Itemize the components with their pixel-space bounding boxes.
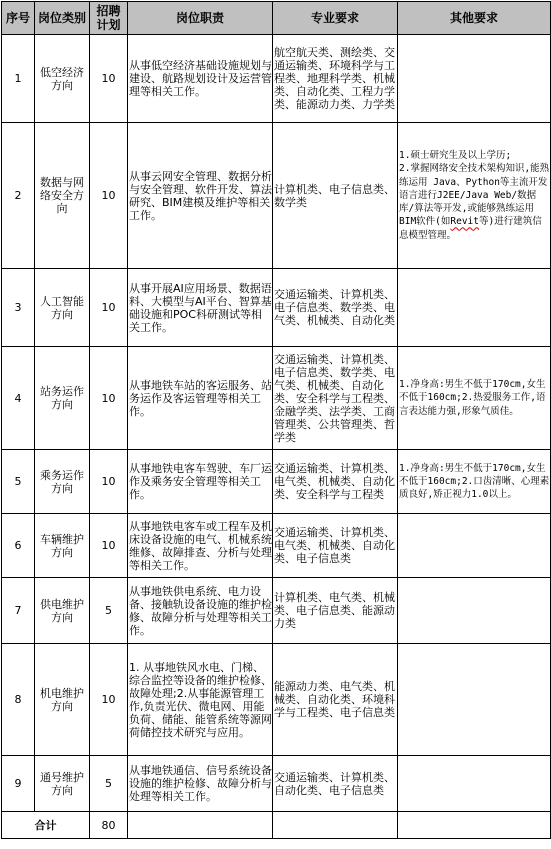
row-other bbox=[398, 578, 551, 644]
total-empty-other bbox=[398, 812, 551, 839]
row-major: 能源动力类、电气类、机械类、自动化类、环境科学与工程类、电子信息类 bbox=[273, 644, 398, 756]
row-major: 航空航天类、测绘类、交通运输类、环境科学与工程类、地理科学类、机械类、自动化类、工程力学类、能源动力类、力学类 bbox=[273, 35, 398, 123]
row-count: 10 bbox=[90, 450, 128, 514]
row-major: 交通运输类、计算机类、电子信息类、数学类、电气类、机械类、自动化类、安全科学与工程类、金融学类、法学类、工商管理类、公共管理类、哲学类 bbox=[273, 347, 398, 450]
row-category: 乘务运作方向 bbox=[35, 450, 90, 514]
other-line-1: 1.硕士研究生及以上学历; bbox=[399, 150, 512, 162]
table-row bbox=[2, 514, 551, 578]
total-empty-duty bbox=[128, 812, 273, 839]
row-major: 计算机类、电气类、机械类、电子信息类、能源动力类 bbox=[273, 578, 398, 644]
table-row bbox=[2, 450, 551, 514]
row-major: 交通运输类、计算机类、电气类、机械类、自动化类、电子信息类 bbox=[273, 514, 398, 578]
header-duty: 岗位职责 bbox=[128, 2, 273, 35]
total-empty-major bbox=[273, 812, 398, 839]
recruitment-table bbox=[1, 1, 551, 839]
row-duty: 从事地铁车站的客运服务、站务运作及客运管理等相关工作。 bbox=[128, 347, 273, 450]
header-recruit: 招聘计划 bbox=[90, 2, 128, 35]
row-category: 站务运作方向 bbox=[35, 347, 90, 450]
table-row bbox=[2, 578, 551, 644]
table-row bbox=[2, 644, 551, 756]
row-duty: 从事云网安全管理、数据分析与安全管理、软件开发、算法研究、BIM建模及维护等相关工作。 bbox=[128, 123, 273, 269]
table-row bbox=[2, 269, 551, 347]
row-count: 10 bbox=[90, 123, 128, 269]
row-count: 10 bbox=[90, 514, 128, 578]
other-line-2: 2.掌握网络安全技术架构知识,能熟练运用 Java、Python等主流开发语言进行J2EE/Java Web/数据库/算法等开发,或能够熟练运用BIM软件(如 bbox=[399, 163, 550, 228]
table-row bbox=[2, 35, 551, 123]
row-category: 通号维护方向 bbox=[35, 756, 90, 812]
row-other bbox=[398, 35, 551, 123]
row-seq: 1 bbox=[2, 35, 35, 123]
row-seq: 7 bbox=[2, 578, 35, 644]
row-other bbox=[398, 644, 551, 756]
row-seq: 4 bbox=[2, 347, 35, 450]
table-row bbox=[2, 347, 551, 450]
row-count: 10 bbox=[90, 269, 128, 347]
row-category: 低空经济方向 bbox=[35, 35, 90, 123]
row-count: 10 bbox=[90, 644, 128, 756]
row-category: 供电维护方向 bbox=[35, 578, 90, 644]
revit-term: Revit bbox=[450, 216, 479, 228]
row-count: 5 bbox=[90, 578, 128, 644]
header-row bbox=[2, 2, 551, 35]
row-duty: 从事地铁电客车或工程车及机床设备设施的电气、机械系统维修、故障排查、分析与处理等相关工作。 bbox=[128, 514, 273, 578]
header-major: 专业要求 bbox=[273, 2, 398, 35]
row-major: 交通运输类、计算机类、电子信息类、数学类、电气类、机械类、自动化类 bbox=[273, 269, 398, 347]
table-row bbox=[2, 123, 551, 269]
header-seq: 序号 bbox=[2, 2, 35, 35]
row-category: 车辆维护方向 bbox=[35, 514, 90, 578]
row-count: 5 bbox=[90, 756, 128, 812]
row-other: 1.净身高:男生不低于170cm,女生不低于160cm;2.口齿清晰、心理素质良好,矫正视力1.0以上。 bbox=[398, 450, 551, 514]
row-seq: 9 bbox=[2, 756, 35, 812]
row-major: 交通运输类、计算机类、自动化类、电子信息类 bbox=[273, 756, 398, 812]
row-duty: 从事地铁通信、信号系统设备设施的维护检修、故障分析与处理等相关工作。 bbox=[128, 756, 273, 812]
row-duty: 从事开展AI应用场景、数据语料、大模型与AI平台、智算基础设施和POC科研测试等相关工作。 bbox=[128, 269, 273, 347]
total-label: 合计 bbox=[2, 812, 90, 839]
header-other: 其他要求 bbox=[398, 2, 551, 35]
row-seq: 5 bbox=[2, 450, 35, 514]
row-other: 1.净身高:男生不低于170cm,女生不低于160cm;2.热爱服务工作,语言表达能力强,形象气质佳。 bbox=[398, 347, 551, 450]
row-other bbox=[398, 756, 551, 812]
row-duty: 从事低空经济基础设施规划与建设、航路规划设计及运营管理等相关工作。 bbox=[128, 35, 273, 123]
row-count: 10 bbox=[90, 347, 128, 450]
row-duty: 从事地铁电客车驾驶、车厂运作及乘务安全管理等相关工作。 bbox=[128, 450, 273, 514]
header-category: 岗位类别 bbox=[35, 2, 90, 35]
row-category: 机电维护方向 bbox=[35, 644, 90, 756]
row-seq: 3 bbox=[2, 269, 35, 347]
row-category: 人工智能方向 bbox=[35, 269, 90, 347]
row-major: 计算机类、电子信息类、数学类 bbox=[273, 123, 398, 269]
row-other bbox=[398, 514, 551, 578]
row-major: 交通运输类、计算机类、电气类、机械类、自动化类、安全科学与工程类 bbox=[273, 450, 398, 514]
row-seq: 8 bbox=[2, 644, 35, 756]
total-count: 80 bbox=[90, 812, 128, 839]
row-duty: 1. 从事地铁风水电、门梯、综合监控等设备的维护检修、故障处理;2.从事能源管理工作,负责光伏、微电网、用能负荷、储能、能管系统等源网荷储控技术研究与应用。 bbox=[128, 644, 273, 756]
row-duty: 从事地铁供电系统、电力设备、接触轨设备设施的维护检修、故障分析与处理等相关工作。 bbox=[128, 578, 273, 644]
row-count: 10 bbox=[90, 35, 128, 123]
table-row bbox=[2, 756, 551, 812]
row-category: 数据与网络安全方向 bbox=[35, 123, 90, 269]
row-seq: 6 bbox=[2, 514, 35, 578]
row-other bbox=[398, 269, 551, 347]
total-row bbox=[2, 812, 551, 839]
row-seq: 2 bbox=[2, 123, 35, 269]
other-line-3: 等)进行建筑信息模型管理。 bbox=[399, 216, 542, 241]
row-other bbox=[398, 123, 551, 269]
